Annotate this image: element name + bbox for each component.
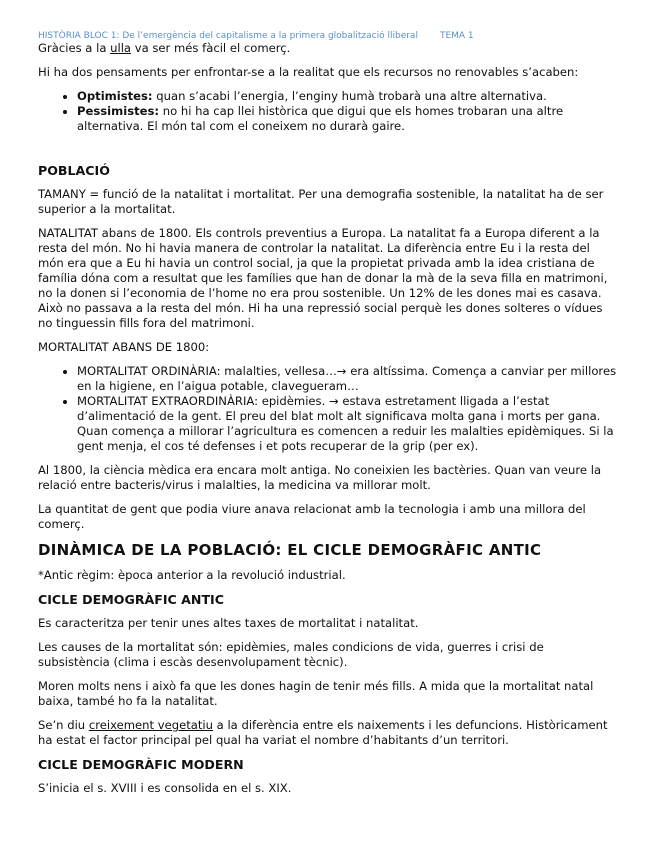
term-pessimistes: Pessimistes: (77, 104, 160, 118)
list-item-optimistes (77, 89, 618, 104)
paragraph-cicle-antic-4 (38, 718, 618, 748)
desc-optimistes: quan s’acabi l’energia, l’enginy humà trobarà una altre alternativa. (152, 89, 547, 103)
header-subject: HISTÒRIA BLOC 1: De l’emergència del capitalisme a la primera globalització lliberal (38, 31, 418, 41)
paragraph-cicle-antic-2: Les causes de la mortalitat són: epidèmies, males condicions de vida, guerres i crisi de subsistència (clima i escàs desenvolupament tècnic). (38, 640, 544, 669)
heading-cicle-modern: CICLE DEMOGRÀFIC MODERN (38, 757, 244, 772)
pensaments-intro: Hi ha dos pensaments per enfrontar-se a la realitat que els recursos no renovables s’acaben: (38, 65, 579, 79)
paragraph-tamany: TAMANY = funció de la natalitat i mortalitat. Per una demografia sostenible, la natalitat ha de ser superior a la mortalitat. (38, 187, 604, 216)
pensaments-list (38, 89, 618, 134)
document-body (38, 41, 618, 805)
creixement-vegetatiu-term: creixement vegetatiu (88, 718, 213, 732)
intro-text-post: va ser més fàcil el comerç. (131, 41, 291, 55)
paragraph-cicle-antic-3: Moren molts nens i això fa que les dones hagin de tenir més fills. A mida que la mortalitat natal baixa, també ho fa la natalitat. (38, 679, 594, 708)
list-item-mortalitat-extraordinaria: • MORTALITAT EXTRAORDINÀRIA: epidèmies. → estava estretament lligada a l’estat d’alimentació de la gent. El preu del blat molt alt significava molta gana i morts per gana. Quan comença a millorar l’agricultura es comencen a reduir les malalties epidèmiques. Si la gent menja, el cos té defenses i et pots recuperar de la grip (per ex). (77, 394, 618, 454)
creixement-pre: Se’n diu (38, 718, 89, 732)
paragraph-cicle-modern-1: S’inicia el s. XVIII i es consolida en el s. XIX. (38, 781, 292, 795)
mortalitat-title: MORTALITAT ABANS DE 1800: (38, 340, 210, 354)
term-optimistes: Optimistes: (77, 89, 153, 103)
desc-pessimistes: no hi ha cap llei històrica que digui que els homes trobaran una altre alternativa. El món tal com el coneixem no durarà gaire. (77, 104, 564, 133)
paragraph-1800: Al 1800, la ciència mèdica era encara molt antiga. No coneixien les bactèries. Quan van veure la relació entre bacteris/virus i malalties, la medicina va millorar molt. (38, 463, 602, 492)
intro-underlined-word: ulla (110, 41, 132, 55)
creixement-post: a la diferència entre els naixements i les defuncions. Històricament ha estat el factor principal pel qual ha variat el nombre d’habitants d’un territori. (38, 718, 608, 747)
list-item-pessimistes (77, 104, 618, 134)
heading-poblacio: POBLACIÓ (38, 163, 110, 178)
header-tema: TEMA 1 (439, 31, 474, 41)
intro-paragraph (38, 41, 618, 56)
heading-cicle-antic: CICLE DEMOGRÀFIC ANTIC (38, 592, 224, 607)
intro-text-pre: Gràcies a la (38, 41, 111, 55)
mortalitat-list (38, 364, 618, 454)
list-item-mortalitat-ordinaria: • MORTALITAT ORDINÀRIA: malalties, vellesa…→ era altíssima. Comença a canviar per millores en la higiene, en l’aigua potable, clavegueram… (77, 364, 618, 394)
paragraph-quantitat: La quantitat de gent que podia viure anava relacionat amb la tecnologia i amb una millora del comerç. (38, 502, 586, 531)
heading-dinamica: DINÀMICA DE LA POBLACIÓ: EL CICLE DEMOGRÀFIC ANTIC (38, 541, 542, 559)
paragraph-cicle-antic-1: Es caracteritza per tenir unes altes taxes de mortalitat i natalitat. (38, 616, 419, 630)
section-spacer (38, 143, 618, 163)
paragraph-natalitat: NATALITAT abans de 1800. Els controls preventius a Europa. La natalitat fa a Europa diferent a la resta del món. No hi havia manera de controlar la natalitat. La diferència entre Eu i la resta del món era que a Eu hi havia un control social, ja que la propietat privada amb la idea cristiana de família dóna com a resultat que les famílies que han de donar la mà de la seva filla en matrimoni, no la donen si l’economia de l’home no era prou sostenible. Un 12% de les dones mai es casava. Això no passava a la resta del món. Hi ha una repressió social perquè les dones solteres o vídues no tinguessin fills fora del matrimoni. (38, 226, 608, 330)
note-antic-regim: *Antic règim: època anterior a la revolució industrial. (38, 568, 346, 582)
